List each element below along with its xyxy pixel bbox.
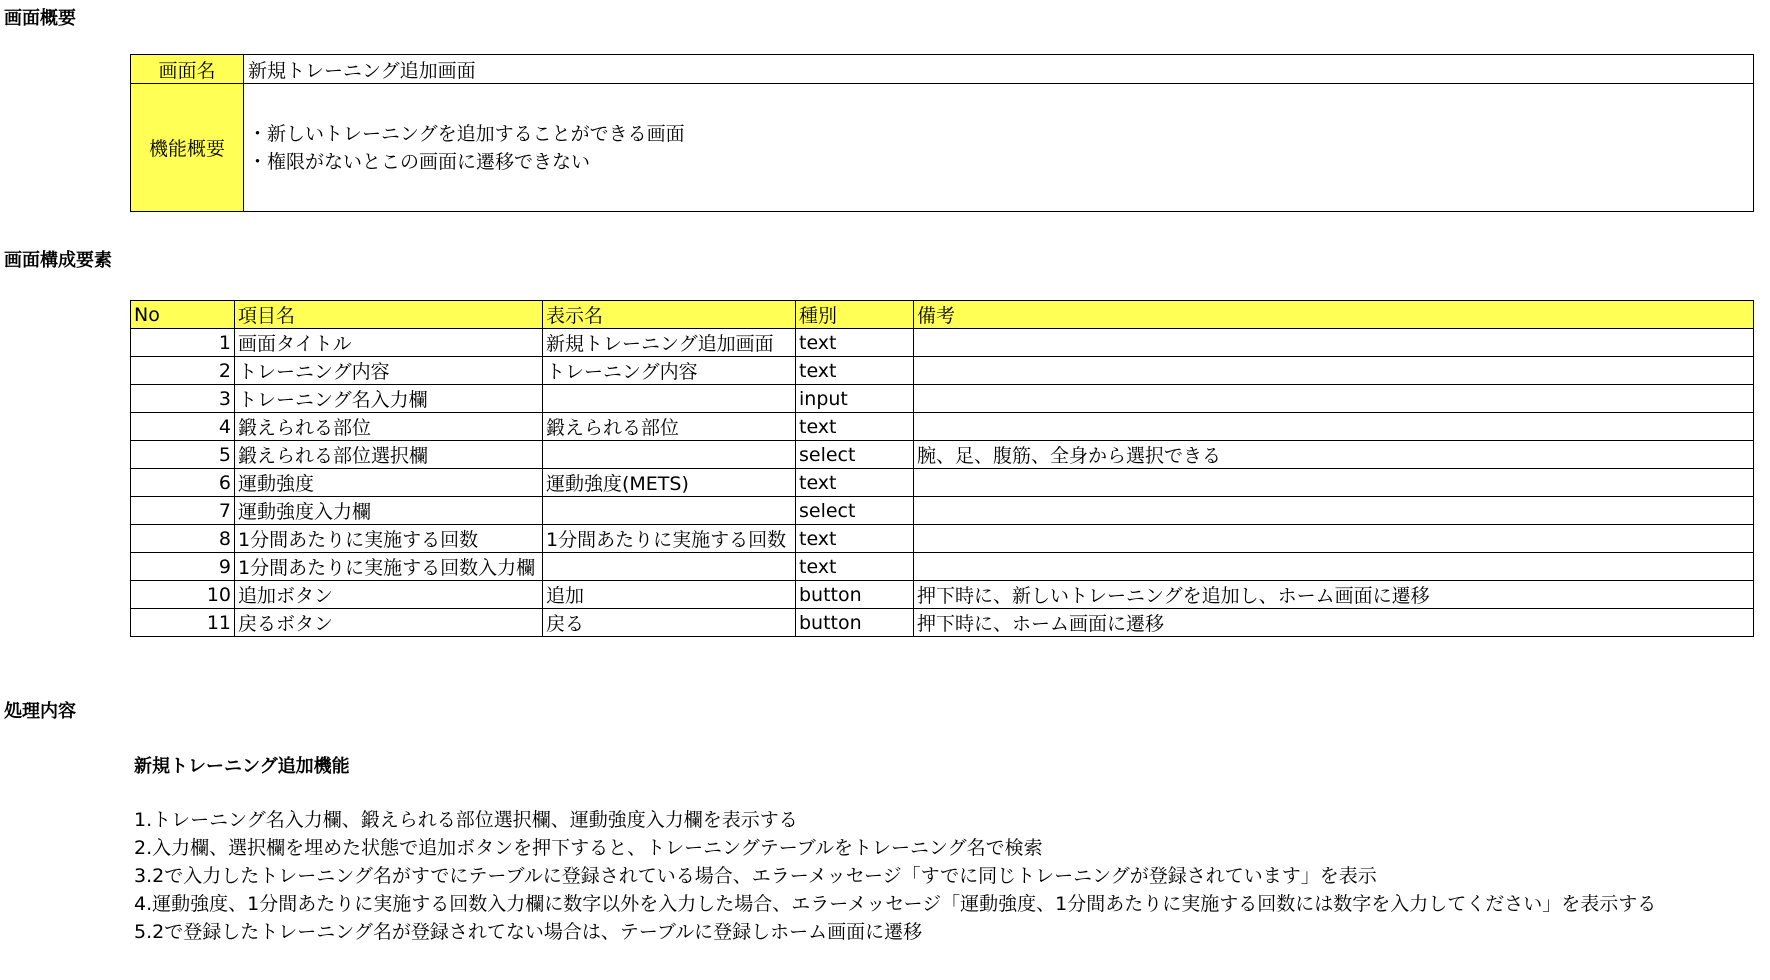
cell-no: 11 bbox=[131, 609, 235, 637]
cell-notes: 押下時に、ホーム画面に遷移 bbox=[914, 609, 1754, 637]
function-summary-line: ・新しいトレーニングを追加することができる画面 bbox=[248, 122, 685, 145]
process-steps-list bbox=[134, 806, 1656, 946]
table-row bbox=[131, 553, 1754, 581]
table-row bbox=[131, 497, 1754, 525]
cell-type: text bbox=[796, 357, 914, 385]
cell-item-name: 鍛えられる部位 bbox=[235, 413, 543, 441]
cell-display-name: 新規トレーニング追加画面 bbox=[543, 329, 796, 357]
cell-notes bbox=[914, 357, 1754, 385]
cell-no: 4 bbox=[131, 413, 235, 441]
cell-notes: 押下時に、新しいトレーニングを追加し、ホーム画面に遷移 bbox=[914, 581, 1754, 609]
cell-display-name: 1分間あたりに実施する回数 bbox=[543, 525, 796, 553]
process-step: 1.トレーニング名入力欄、鍛えられる部位選択欄、運動強度入力欄を表示する bbox=[134, 809, 798, 831]
process-subheading: 新規トレーニング追加機能 bbox=[134, 756, 350, 777]
cell-no: 9 bbox=[131, 553, 235, 581]
cell-no: 5 bbox=[131, 441, 235, 469]
cell-no: 7 bbox=[131, 497, 235, 525]
cell-no: 10 bbox=[131, 581, 235, 609]
cell-type: text bbox=[796, 525, 914, 553]
cell-item-name: 運動強度入力欄 bbox=[235, 497, 543, 525]
cell-display-name bbox=[543, 553, 796, 581]
cell-item-name: 1分間あたりに実施する回数入力欄 bbox=[235, 553, 543, 581]
function-summary-value bbox=[244, 84, 1754, 212]
cell-type: select bbox=[796, 497, 914, 525]
cell-display-name bbox=[543, 497, 796, 525]
cell-no: 8 bbox=[131, 525, 235, 553]
cell-item-name: 1分間あたりに実施する回数 bbox=[235, 525, 543, 553]
table-row bbox=[131, 441, 1754, 469]
overview-row-name bbox=[131, 55, 1754, 84]
cell-type: button bbox=[796, 581, 914, 609]
section-heading-process: 処理内容 bbox=[4, 701, 76, 722]
process-step: 2.入力欄、選択欄を埋めた状態で追加ボタンを押下すると、トレーニングテーブルをトレーニング名で検索 bbox=[134, 837, 1043, 859]
cell-notes bbox=[914, 469, 1754, 497]
cell-notes bbox=[914, 329, 1754, 357]
cell-notes: 腕、足、腹筋、全身から選択できる bbox=[914, 441, 1754, 469]
cell-display-name: 戻る bbox=[543, 609, 796, 637]
table-row bbox=[131, 385, 1754, 413]
cell-item-name: 運動強度 bbox=[235, 469, 543, 497]
cell-type: text bbox=[796, 469, 914, 497]
cell-item-name: トレーニング名入力欄 bbox=[235, 385, 543, 413]
table-row bbox=[131, 329, 1754, 357]
cell-notes bbox=[914, 525, 1754, 553]
cell-type: text bbox=[796, 329, 914, 357]
cell-display-name: 鍛えられる部位 bbox=[543, 413, 796, 441]
cell-type: text bbox=[796, 553, 914, 581]
cell-item-name: 画面タイトル bbox=[235, 329, 543, 357]
cell-item-name: 戻るボタン bbox=[235, 609, 543, 637]
elements-table bbox=[130, 300, 1754, 637]
process-step: 5.2で登録したトレーニング名が登録されてない場合は、テーブルに登録しホーム画面に遷移 bbox=[134, 921, 923, 943]
cell-item-name: トレーニング内容 bbox=[235, 357, 543, 385]
cell-display-name: 運動強度(METS) bbox=[543, 469, 796, 497]
overview-row-function bbox=[131, 84, 1754, 212]
table-row bbox=[131, 469, 1754, 497]
cell-no: 1 bbox=[131, 329, 235, 357]
screen-name-label: 画面名 bbox=[131, 55, 244, 84]
column-header-display-name: 表示名 bbox=[543, 301, 796, 329]
column-header-no: No bbox=[131, 301, 235, 329]
cell-display-name: 追加 bbox=[543, 581, 796, 609]
cell-type: text bbox=[796, 413, 914, 441]
table-row bbox=[131, 357, 1754, 385]
cell-notes bbox=[914, 385, 1754, 413]
cell-item-name: 追加ボタン bbox=[235, 581, 543, 609]
screen-name-value: 新規トレーニング追加画面 bbox=[244, 55, 1754, 84]
function-summary-line: ・権限がないとこの画面に遷移できない bbox=[248, 150, 591, 173]
cell-type: select bbox=[796, 441, 914, 469]
table-row bbox=[131, 525, 1754, 553]
cell-type: button bbox=[796, 609, 914, 637]
section-heading-overview: 画面概要 bbox=[4, 8, 76, 29]
column-header-item-name: 項目名 bbox=[235, 301, 543, 329]
cell-display-name bbox=[543, 441, 796, 469]
cell-notes bbox=[914, 413, 1754, 441]
table-row bbox=[131, 413, 1754, 441]
cell-item-name: 鍛えられる部位選択欄 bbox=[235, 441, 543, 469]
process-step: 3.2で入力したトレーニング名がすでにテーブルに登録されている場合、エラーメッセージ「すでに同じトレーニングが登録されています」を表示 bbox=[134, 865, 1377, 887]
cell-no: 6 bbox=[131, 469, 235, 497]
elements-header-row bbox=[131, 301, 1754, 329]
section-heading-elements: 画面構成要素 bbox=[4, 250, 112, 271]
cell-display-name bbox=[543, 385, 796, 413]
table-row bbox=[131, 609, 1754, 637]
cell-notes bbox=[914, 497, 1754, 525]
process-step: 4.運動強度、1分間あたりに実施する回数入力欄に数字以外を入力した場合、エラーメッセージ「運動強度、1分間あたりに実施する回数には数字を入力してください」を表示する bbox=[134, 893, 1657, 915]
column-header-type: 種別 bbox=[796, 301, 914, 329]
cell-display-name: トレーニング内容 bbox=[543, 357, 796, 385]
overview-table bbox=[130, 54, 1754, 212]
cell-no: 3 bbox=[131, 385, 235, 413]
function-summary-label: 機能概要 bbox=[131, 84, 244, 212]
cell-notes bbox=[914, 553, 1754, 581]
cell-type: input bbox=[796, 385, 914, 413]
table-row bbox=[131, 581, 1754, 609]
cell-no: 2 bbox=[131, 357, 235, 385]
column-header-notes: 備考 bbox=[914, 301, 1754, 329]
